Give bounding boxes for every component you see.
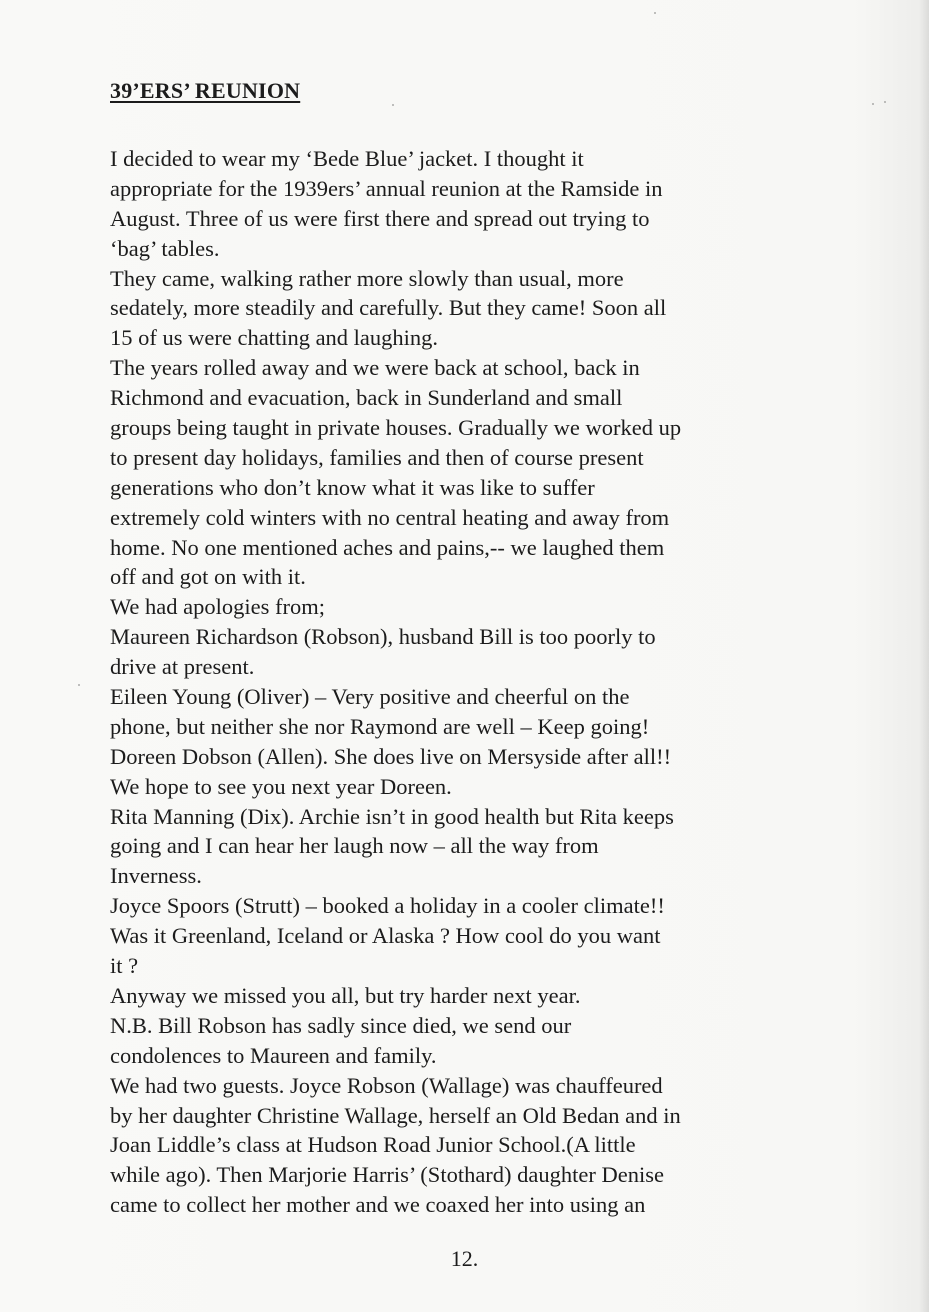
text-line: Doreen Dobson (Allen). She does live on Mersyside after all!!: [110, 743, 672, 769]
scan-speck: [78, 684, 80, 686]
text-line: home. No one mentioned aches and pains,-- we laughed them: [110, 534, 665, 560]
text-line: by her daughter Christine Wallage, herself an Old Bedan and in: [110, 1102, 681, 1128]
text-line: Anyway we missed you all, but try harder next year.: [110, 982, 581, 1008]
text-line: extremely cold winters with no central heating and away from: [110, 504, 670, 530]
text-line: 15 of us were chatting and laughing.: [110, 325, 439, 351]
text-line: appropriate for the 1939ers’ annual reunion at the Ramside in: [110, 175, 663, 201]
text-line: Inverness.: [110, 863, 202, 889]
text-line: sedately, more steadily and carefully. But they came! Soon all: [110, 295, 667, 321]
text-line: groups being taught in private houses. Gradually we worked up: [110, 415, 682, 441]
page-number: 12.: [450, 1246, 479, 1271]
text-line: We hope to see you next year Doreen.: [110, 773, 452, 799]
text-line: Richmond and evacuation, back in Sunderland and small: [110, 385, 623, 411]
text-line: N.B. Bill Robson has sadly since died, we send our: [110, 1012, 572, 1038]
text-line: going and I can hear her laugh now – all the way from: [110, 833, 599, 859]
text-line: The years rolled away and we were back at school, back in: [110, 355, 640, 381]
text-line: Joyce Spoors (Strutt) – booked a holiday in a cooler climate!!: [110, 893, 665, 919]
text-line: it ?: [110, 953, 139, 979]
text-line: drive at present.: [110, 654, 255, 680]
text-line: Rita Manning (Dix). Archie isn’t in good health but Rita keeps: [110, 803, 674, 829]
text-line: ‘bag’ tables.: [110, 235, 220, 261]
text-line: came to collect her mother and we coaxed her into using an: [110, 1192, 646, 1218]
article-heading: 39’ERS’ REUNION: [110, 78, 301, 103]
text-line: while ago). Then Marjorie Harris’ (Stothard) daughter Denise: [110, 1162, 664, 1188]
text-line: They came, walking rather more slowly than usual, more: [110, 265, 624, 291]
text-line: Was it Greenland, Iceland or Alaska ? How cool do you want: [110, 923, 661, 949]
article-body: [110, 144, 822, 1220]
text-line: off and got on with it.: [110, 564, 306, 590]
scan-speck: [872, 103, 874, 105]
page-edge-shadow: [919, 0, 929, 1312]
text-line: We had two guests. Joyce Robson (Wallage) was chauffeured: [110, 1072, 663, 1098]
text-line: Eileen Young (Oliver) – Very positive and cheerful on the: [110, 684, 630, 710]
text-line: condolences to Maureen and family.: [110, 1042, 437, 1068]
text-line: Maureen Richardson (Robson), husband Bill is too poorly to: [110, 624, 656, 650]
text-line: I decided to wear my ‘Bede Blue’ jacket. I thought it: [110, 146, 584, 171]
text-line: generations who don’t know what it was like to suffer: [110, 474, 595, 500]
text-line: to present day holidays, families and then of course present: [110, 444, 644, 470]
text-line: Joan Liddle’s class at Hudson Road Junior School.(A little: [110, 1132, 636, 1158]
text-line: We had apologies from;: [110, 594, 326, 620]
scan-speck: [654, 12, 656, 14]
scan-speck: [392, 104, 394, 106]
text-line: August. Three of us were first there and spread out trying to: [110, 205, 650, 231]
text-line: phone, but neither she nor Raymond are well – Keep going!: [110, 713, 650, 739]
scan-speck: [884, 101, 886, 103]
